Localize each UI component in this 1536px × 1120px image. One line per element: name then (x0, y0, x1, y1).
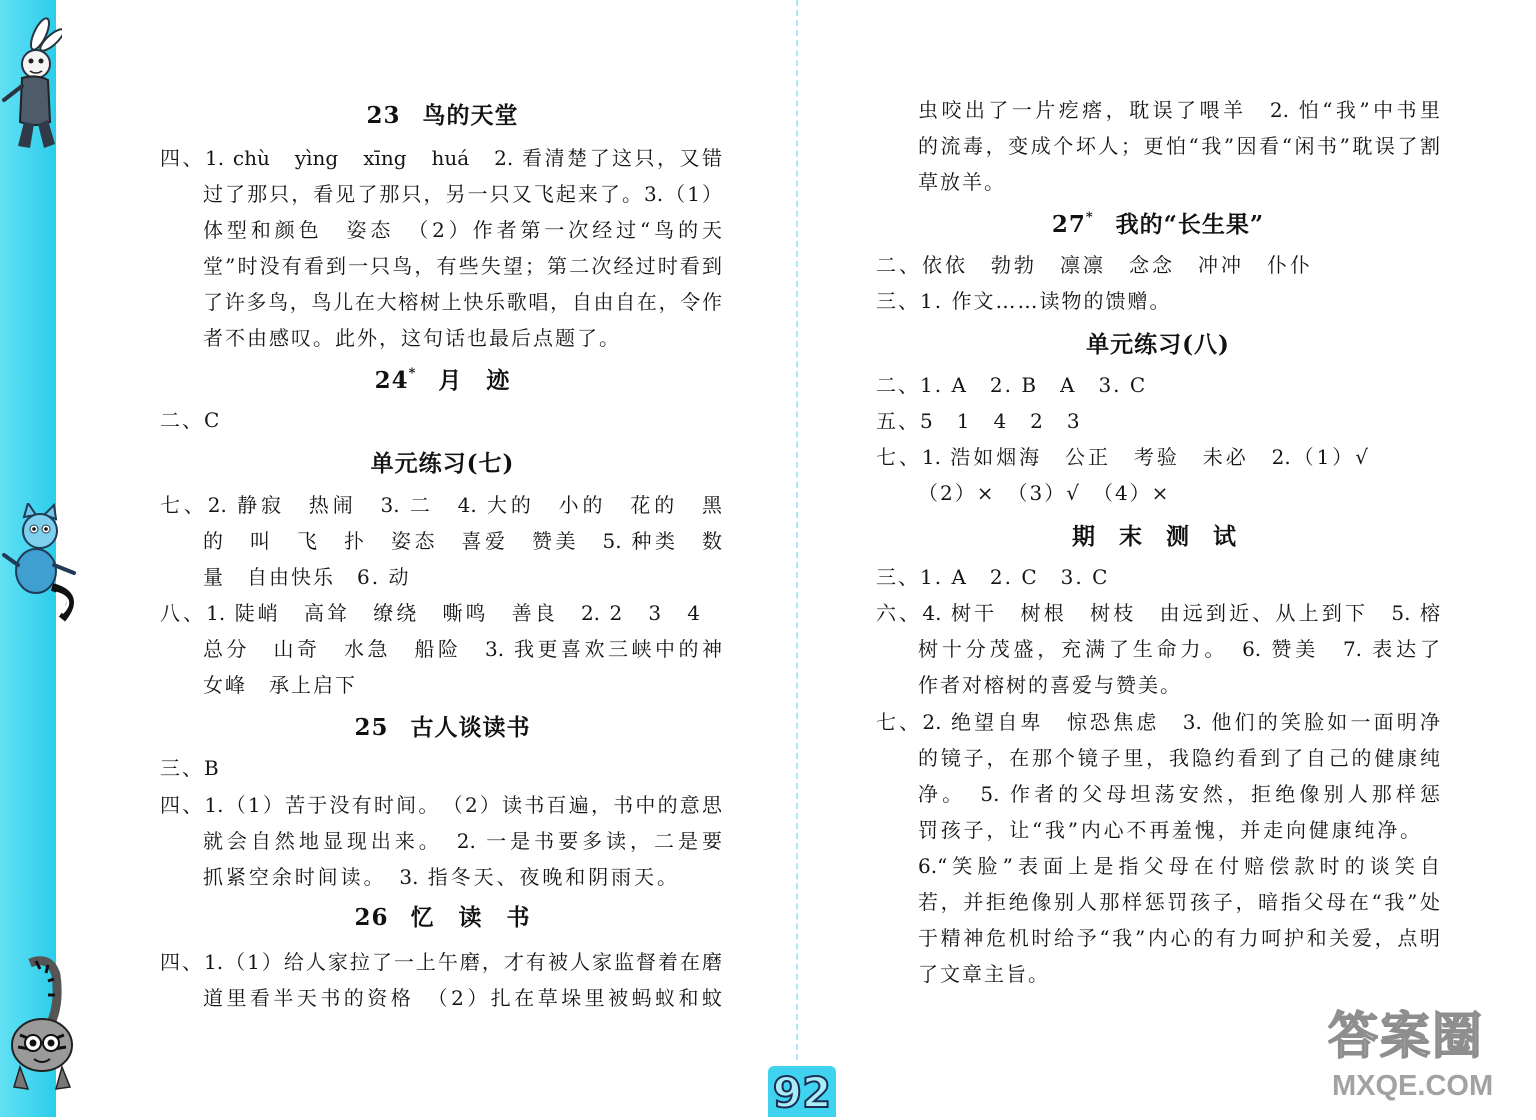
answer-line: 三、1. 作文……读物的馈赠。 (876, 289, 1172, 313)
answer-line: 体型和颜色 姿态 （2）作者第一次经过“鸟的天 (203, 218, 722, 242)
lesson-title: 忆 读 书 (410, 904, 531, 931)
rabbit-icon (0, 14, 62, 154)
answer-line: 二、C (160, 408, 222, 432)
answer-line: 草放羊。 (918, 170, 1006, 194)
answer-line: 四、1.（1）苦于没有时间。 （2）读书百遍，书中的意思 (160, 793, 722, 817)
lesson-title: 鸟的天堂 (422, 102, 519, 129)
section-title (160, 711, 725, 745)
tiger-icon (0, 955, 95, 1095)
lesson-title: 我的“长生果” (1115, 211, 1265, 238)
watermark-logo: 答案圈 (1328, 1007, 1484, 1065)
lesson-title: 古人谈读书 (410, 714, 531, 741)
answer-line: 六、4. 树干 树根 树枝 由远到近、从上到下 5. 榕 (876, 601, 1440, 625)
section-title: 期 末 测 试 (1071, 523, 1245, 550)
lesson-number: 24 (374, 367, 409, 394)
answer-line: 二、1. A 2. B A 3. C (876, 373, 1148, 397)
answer-line: 道里看半天书的资格 （2）扎在草垛里被蚂蚁和蚊 (203, 986, 722, 1010)
section-title: 单元练习(八) (1086, 331, 1230, 358)
self-study-mark: * (408, 366, 417, 381)
answer-line: 的 叫 飞 扑 姿态 喜爱 赞美 5. 种类 数 (203, 529, 722, 553)
answer-line: 七、2. 静寂 热闹 3. 二 4. 大的 小的 花的 黑 (160, 493, 722, 517)
answer-line: 三、1. A 2. C 3. C (876, 565, 1110, 589)
answer-line: 量 自由快乐 6. 动 (203, 565, 411, 589)
page-gutter-divider (796, 0, 798, 1060)
watermark-url: MXQE.COM (1332, 1070, 1494, 1102)
answer-line: 三、B (160, 756, 221, 780)
answer-line: 罚孩子，让“我”内心不再羞愧，并走向健康纯净。 (918, 818, 1420, 842)
answer-line: 6.“笑脸”表面上是指父母在付赔偿款时的谈笑自 (918, 854, 1440, 878)
answer-line: 五、5 1 4 2 3 (876, 409, 1082, 433)
answer-line: 若，并拒绝像别人那样惩罚孩子，暗指父母在“我”处 (918, 890, 1440, 914)
answer-line: 者不由感叹。此外，这句话也最后点题了。 (203, 326, 621, 350)
answer-line: 就会自然地显现出来。 2. 一是书要多读，二是要 (203, 829, 722, 853)
answer-line: 四、1.（1）给人家拉了一上午磨，才有被人家监督着在磨 (160, 950, 722, 974)
answer-line: 抓紧空余时间读。 3. 指冬天、夜晚和阴雨天。 (203, 865, 677, 889)
section-title: 单元练习(七) (370, 450, 515, 477)
lesson-number: 26 (354, 904, 389, 931)
answer-line: 净。 5. 作者的父母坦荡安然，拒绝像别人那样惩 (918, 782, 1440, 806)
answer-line: 的流毒，变成个坏人；更怕“我”因看“闲书”耽误了割 (918, 134, 1440, 158)
lesson-number: 23 (366, 102, 401, 129)
lesson-number: 27 (1051, 211, 1086, 238)
answer-line: 过了那只，看见了那只，另一只又飞起来了。3.（1） (203, 182, 722, 206)
answer-line: （2）× （3）√ （4）× (918, 481, 1171, 505)
answer-line: 于精神危机时给予“我”内心的有力呵护和关爱，点明 (918, 926, 1440, 950)
answer-line: 堂”时没有看到一只鸟，有些失望；第二次经过时看到 (203, 254, 722, 278)
raccoon-icon (0, 503, 90, 623)
section-title (160, 364, 725, 398)
answer-line: 总分 山奇 水急 船险 3. 我更喜欢三峡中的神 (203, 637, 722, 661)
lesson-number: 25 (354, 714, 389, 741)
answer-line: 四、1. chù yìng xīng huá 2. 看清楚了这只，又错 (160, 146, 722, 170)
answer-line: 虫咬出了一片疙瘩，耽误了喂羊 2. 怕“我”中书里 (918, 98, 1440, 122)
page-number: 92 (768, 1066, 836, 1117)
answer-line: 七、2. 绝望自卑 惊恐焦虑 3. 他们的笑脸如一面明净 (876, 710, 1440, 734)
answer-line: 作者对榕树的喜爱与赞美。 (918, 673, 1182, 697)
answer-line: 的镜子，在那个镜子里，我隐约看到了自己的健康纯 (918, 746, 1440, 770)
section-title (876, 208, 1440, 242)
section-title (160, 99, 725, 133)
answer-line: 了许多鸟，鸟儿在大榕树上快乐歌唱，自由自在，令作 (203, 290, 722, 314)
lesson-title: 月 迹 (438, 367, 511, 394)
answer-line: 女峰 承上启下 (203, 673, 357, 697)
answer-line: 了文章主旨。 (918, 962, 1050, 986)
section-title (160, 901, 725, 935)
answer-line: 七、1. 浩如烟海 公正 考验 未必 2.（1）√ (876, 445, 1368, 469)
self-study-mark: * (1085, 210, 1094, 225)
answer-line: 二、依依 勃勃 凛凛 念念 冲冲 仆仆 (876, 253, 1310, 277)
answer-line: 树十分茂盛，充满了生命力。 6. 赞美 7. 表达了 (918, 637, 1440, 661)
answer-line: 八、1. 陡峭 高耸 缭绕 嘶鸣 善良 2. 2 3 4 (160, 601, 700, 625)
